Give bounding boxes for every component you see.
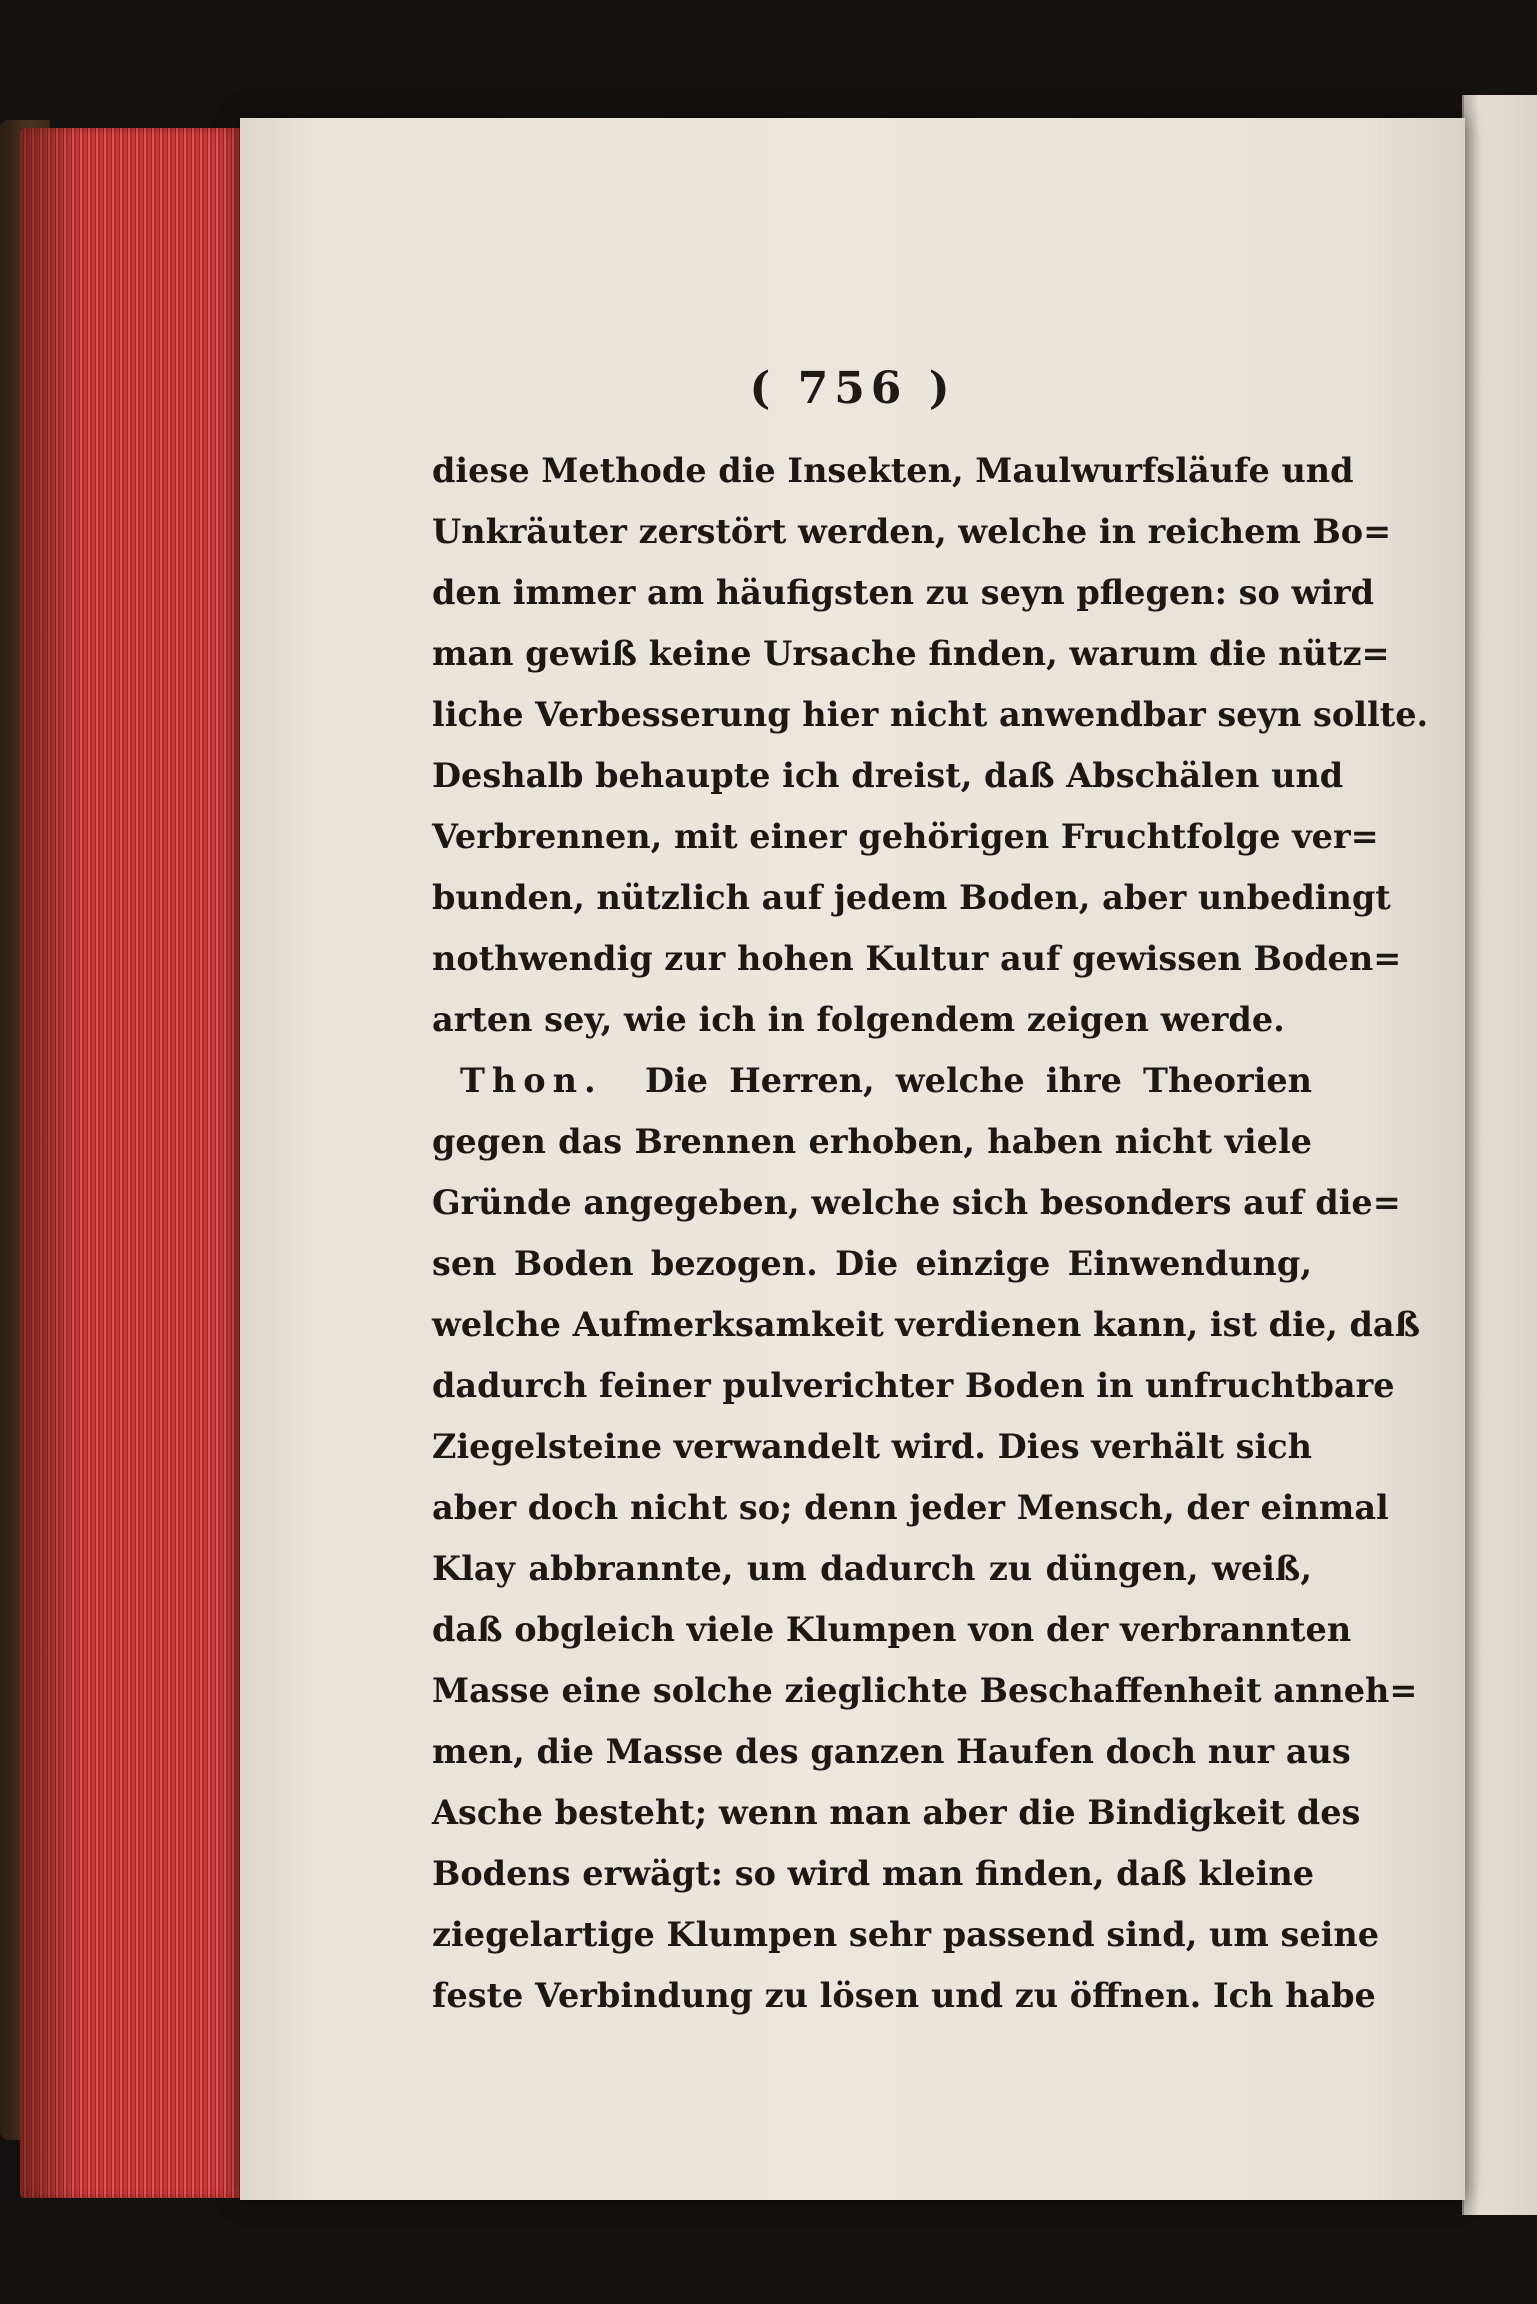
text-line: bunden, nützlich auf jedem Boden, aber unbedingt	[432, 878, 1391, 917]
text-line: liche Verbesserung hier nicht anwendbar seyn sollte.	[432, 695, 1429, 734]
page-edges-shadow	[20, 128, 80, 2198]
text-line: daß obgleich viele Klumpen von der verbrannten	[432, 1610, 1352, 1649]
text-line-section-start	[432, 1050, 1312, 1111]
section-first-line: Die Herren, welche ihre Theorien	[644, 1061, 1313, 1100]
text-line: dadurch feiner pulverichter Boden in unfruchtbare	[432, 1366, 1395, 1405]
text-line: Klay abbrannte, um dadurch zu düngen, weiß,	[432, 1549, 1312, 1588]
text-line: Bodens erwägt: so wird man finden, daß kleine	[432, 1854, 1315, 1893]
text-line: Unkräuter zerstört werden, welche in reichem Bo=	[432, 512, 1392, 551]
text-line: man gewiß keine Ursache finden, warum die nütz=	[432, 634, 1390, 673]
text-line: welche Aufmerksamkeit verdienen kann, ist die, daß	[432, 1305, 1421, 1344]
text-line: arten sey, wie ich in folgendem zeigen werde.	[432, 1000, 1285, 1039]
text-line: den immer am häufigsten zu seyn pflegen: so wird	[432, 573, 1375, 612]
text-line: nothwendig zur hohen Kultur auf gewissen Boden=	[432, 939, 1402, 978]
book-page	[240, 118, 1465, 2200]
text-line: ziegelartige Klumpen sehr passend sind, um seine	[432, 1915, 1380, 1954]
section-heading: Thon.	[460, 1061, 603, 1100]
text-line: Deshalb behaupte ich dreist, daß Abschälen und	[432, 756, 1344, 795]
text-line: Asche besteht; wenn man aber die Bindigkeit des	[432, 1793, 1361, 1832]
facing-page-edge	[1462, 95, 1537, 2215]
text-line: Ziegelsteine verwandelt wird. Dies verhält sich	[432, 1427, 1312, 1466]
text-line: diese Methode die Insekten, Maulwurfsläufe und	[432, 451, 1354, 490]
page-number: ( 756 )	[749, 363, 956, 414]
text-line: Masse eine solche zieglichte Beschaffenheit anneh=	[432, 1671, 1418, 1710]
text-line: aber doch nicht so; denn jeder Mensch, der einmal	[432, 1488, 1389, 1527]
text-line: feste Verbindung zu lösen und zu öffnen. Ich habe	[432, 1976, 1376, 2015]
text-line: sen Boden bezogen. Die einzige Einwendung,	[432, 1244, 1312, 1283]
body-text	[432, 440, 1429, 2026]
text-line: men, die Masse des ganzen Haufen doch nur aus	[432, 1732, 1351, 1771]
text-line: Gründe angegeben, welche sich besonders auf die=	[432, 1183, 1401, 1222]
text-line: Verbrennen, mit einer gehörigen Fruchtfolge ver=	[432, 817, 1379, 856]
text-line: gegen das Brennen erhoben, haben nicht viele	[432, 1122, 1312, 1161]
